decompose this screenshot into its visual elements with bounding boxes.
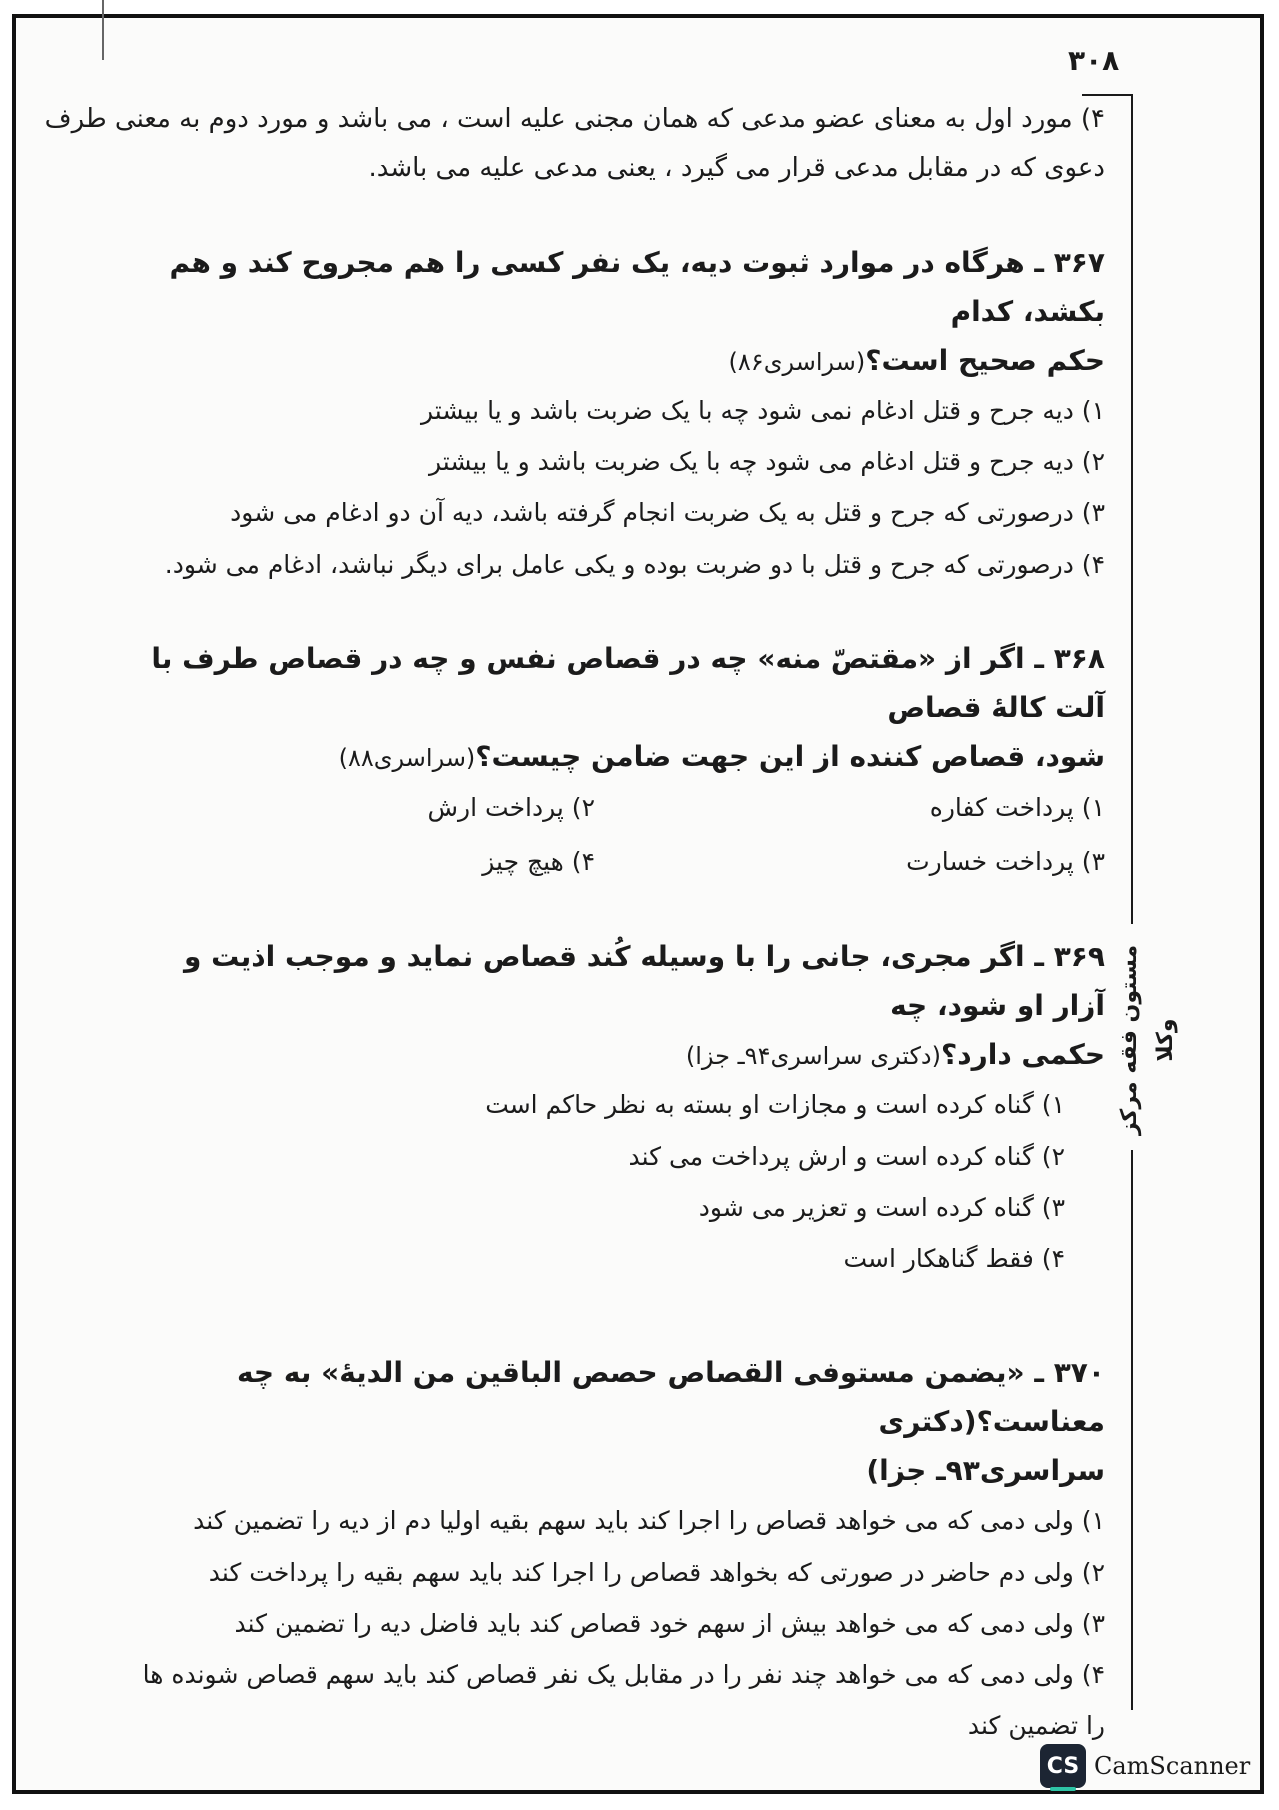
question-text: حکمی دارد؟: [940, 1038, 1105, 1072]
question-text: شود، قصاص کننده از این جهت ضامن چیست؟: [475, 739, 1105, 773]
question-line: ۳۶۹ ـ اگر مجری، جانی را با وسیله کُند قصاص نماید و موجب اذیت و آزار او شود، چه: [183, 940, 1105, 1023]
question-line: [125, 732, 1105, 781]
option-1: ۱) گناه کرده است و مجازات او بسته به نظر حاکم است: [485, 1090, 1065, 1120]
intro-line: دعوی که در مقابل مدعی قرار می گیرد ، یعنی مدعی علیه می باشد.: [368, 153, 1105, 184]
question-line: ۳۶۸ ـ اگر از «مقتصّ منه» چه در قصاص نفس و چه در قصاص طرف با آلت کالهٔ قصاص: [151, 641, 1105, 724]
option-2: ۲) دیه جرح و قتل ادغام می شود چه با یک ضربت باشد و یا بیشتر: [429, 447, 1105, 477]
option-4: ۴) فقط گناهکار است: [843, 1244, 1065, 1274]
question-source: (سراسری۸۶): [728, 347, 866, 376]
intro-answer: [44, 95, 1105, 194]
page-content: [44, 95, 1105, 1796]
question-line: سراسری۹۳ـ جزا): [866, 1454, 1105, 1488]
side-rule-bottom: [1131, 1150, 1133, 1710]
question-stem: [125, 932, 1105, 1079]
camscanner-logo-icon: CS: [1040, 1744, 1086, 1788]
question-stem: [125, 1348, 1105, 1495]
question-line: ۳۷۰ ـ «یضمن مستوفی القصاص حصص الباقین من الدیهٔ» به چه معناست؟(دکتری: [236, 1356, 1105, 1439]
option-1: ۱) دیه جرح و قتل ادغام نمی شود چه با یک ضربت باشد و یا بیشتر: [421, 395, 1105, 425]
option-4: ۴) هیچ چیز: [482, 846, 595, 876]
question-370: [125, 1348, 1105, 1751]
option-2: ۲) ولی دم حاضر در صورتی که بخواهد قصاص را اجرا کند باید سهم بقیه را پرداخت کند: [208, 1557, 1105, 1587]
question-stem: [125, 238, 1105, 385]
question-368: [125, 634, 1105, 889]
option-1: ۱) پرداخت کفاره: [929, 792, 1105, 822]
option-2: ۲) پرداخت ارش: [427, 792, 595, 822]
question-369: [125, 932, 1105, 1284]
option-3: ۳) درصورتی که جرح و قتل به یک ضربت انجام گرفته باشد، دیه آن دو ادغام می شود: [230, 498, 1105, 528]
option-3: ۳) گناه کرده است و تعزیر می شود: [698, 1192, 1065, 1222]
question-367: [125, 238, 1105, 590]
camscanner-watermark: [1040, 1742, 1250, 1790]
question-text: حکم صحیح است؟: [865, 343, 1105, 377]
options-grid: [125, 781, 1105, 889]
option-1: ۱) ولی دمی که می خواهد قصاص را اجرا کند باید سهم بقیه اولیا دم از دیه را تضمین کند: [193, 1506, 1105, 1536]
option-4: ۴) ولی دمی که می خواهد چند نفر را در مقابل یک نفر قصاص کند باید سهم قصاص شونده ها: [142, 1660, 1105, 1690]
camscanner-text: CamScanner: [1094, 1752, 1251, 1780]
question-stem: [125, 634, 1105, 781]
option-4: ۴) درصورتی که جرح و قتل با دو ضربت بوده و یکی عامل برای دیگر نباشد، ادغام می شود.: [164, 549, 1105, 579]
page-number: ۳۰۸: [1068, 44, 1120, 77]
side-rule-top: [1131, 94, 1133, 924]
question-line: [125, 336, 1105, 385]
option-3: ۳) ولی دمی که می خواهد بیش از سهم خود قصاص کند باید فاضل دیه را تضمین کند: [234, 1608, 1105, 1638]
options-list: [125, 1079, 1105, 1284]
intro-line: ۴) مورد اول به معنای عضو مدعی که همان مجنی علیه است ، می باشد و مورد دوم به معنی طرف: [44, 104, 1105, 134]
option-2: ۲) گناه کرده است و ارش پرداخت می کند: [628, 1141, 1065, 1171]
side-label: مستون فقه مرکز وکلا: [1117, 944, 1178, 1136]
question-source: (سراسری۸۸): [338, 743, 476, 772]
binding-rule: [102, 0, 104, 60]
option-3: ۳) پرداخت خسارت: [906, 846, 1105, 876]
question-line: ۳۶۷ ـ هرگاه در موارد ثبوت دیه، یک نفر کسی را هم مجروح کند و هم بکشد، کدام: [169, 245, 1105, 328]
question-line: [125, 1030, 1105, 1079]
option-4-continued: را تضمین کند: [967, 1711, 1105, 1741]
question-source: (دکتری سراسری۹۴ـ جزا): [685, 1042, 941, 1071]
